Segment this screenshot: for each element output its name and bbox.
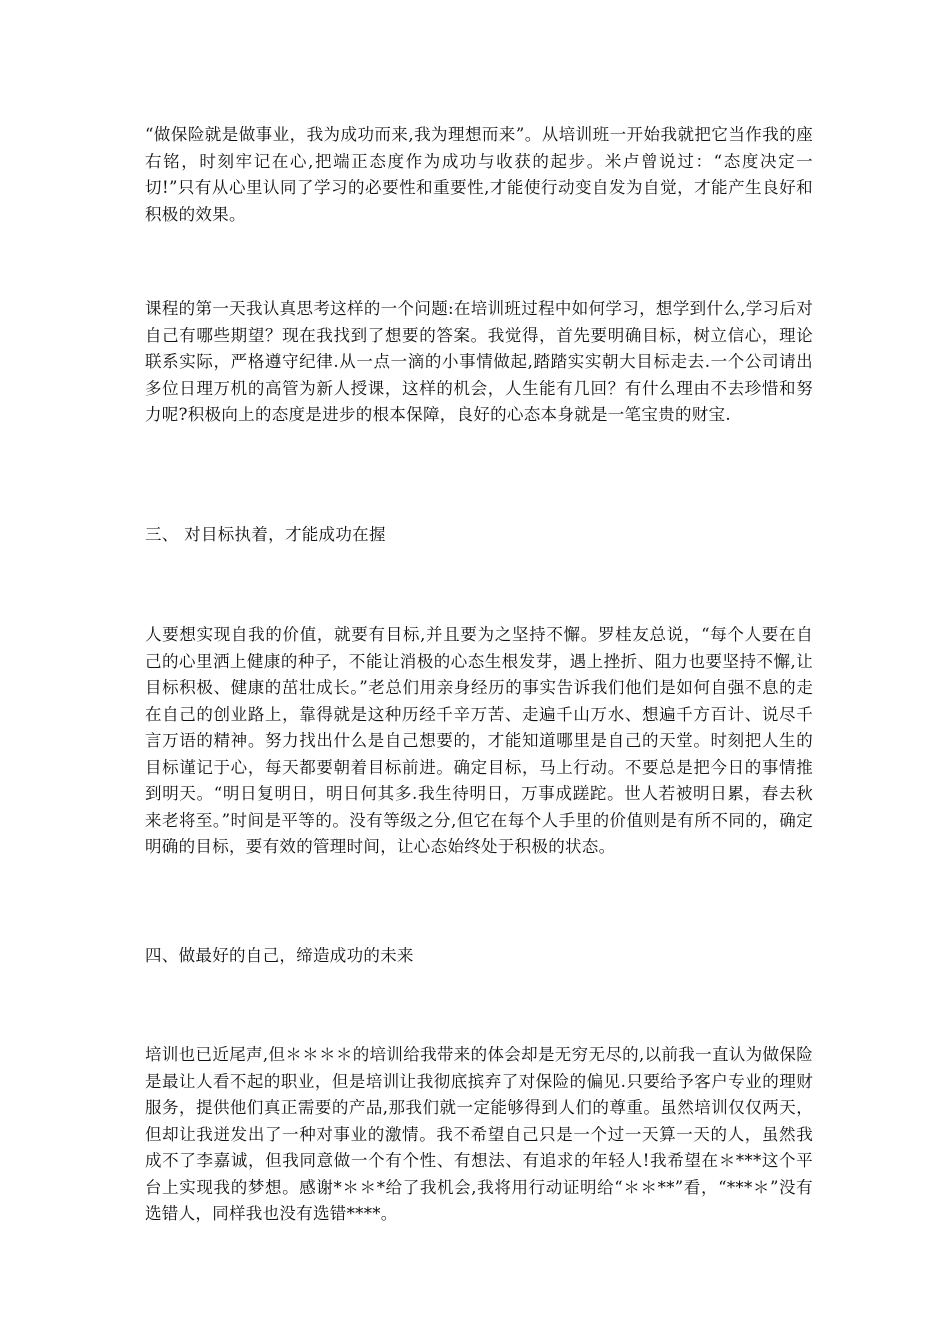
paragraph-conclusion: 培训也已近尾声,但＊＊＊＊的培训给我带来的体会却是无穷无尽的,以前我一直认为做保险是最让人看不起的职业，但是培训让我彻底摈弃了对保险的偏见.只要给予客户专业的理财服务，提供他们真正需要的产品,那我们就一定能够得到人们的尊重。虽然培训仅仅两天，但却让我迸发出了一种对事业的激情。我不希望自己只是一个过一天算一天的人，虽然我成不了李嘉诚，但我同意做一个有个性、有想法、有追求的年轻人!我希望在＊***这个平台上实现我的梦想。感谢*＊＊*给了我机会,我将用行动证明给“＊＊**”看，“***＊”没有选错人，同样我也没有选错****。 xyxy=(145,1045,813,1223)
paragraph-goals: 人要想实现自我的价值，就要有目标,并且要为之坚持不懈。罗桂友总说，“每个人要在自己的心里洒上健康的种子，不能让消极的心态生根发芽，遇上挫折、阻力也要坚持不懈,让目标积极、健康的茁壮成长。”老总们用亲身经历的事实告诉我们他们是如何自强不息的走在自己的创业路上，靠得就是这种历经千辛万苦、走遍千山万水、想遍千方百计、说尽千言万语的精神。努力找出什么是自己想要的，才能知道哪里是自己的天堂。时刻把人生的目标谨记于心，每天都要朝着目标前进。确定目标，马上行动。不要总是把今日的事情推到明天。“明日复明日，明日何其多.我生待明日，万事成蹉跎。世人若被明日累，春去秋来老将至。”时间是平等的。没有等级之分,但它在每个人手里的价值则是有所不同的，确定明确的目标，要有效的管理时间，让心态始终处于积极的状态。 xyxy=(145,625,813,856)
paragraph-attitude: “做保险就是做事业，我为成功而来,我为理想而来”。从培训班一开始我就把它当作我的座右铭，时刻牢记在心,把端正态度作为成功与收获的起步。米卢曾说过：“态度决定一切!”只有从心里认同了学习的必要性和重要性,才能使行动变自发为自觉，才能产生良好和积极的效果。 xyxy=(145,125,813,224)
section-heading-four: 四、做最好的自己，缔造成功的未来 xyxy=(145,946,414,965)
paragraph-first-day: 课程的第一天我认真思考这样的一个问题:在培训班过程中如何学习，想学到什么,学习后对自己有哪些期望？现在我找到了想要的答案。我觉得，首先要明确目标，树立信心，理论联系实际，严格遵守纪律.从一点一滴的小事情做起,踏踏实实朝大目标走去.一个公司请出多位日理万机的高管为新人授课，这样的机会，人生能有几回？有什么理由不去珍惜和努力呢?积极向上的态度是进步的根本保障，良好的心态本身就是一笔宝贵的财宝. xyxy=(145,299,813,424)
section-heading-three: 三、 对目标执着，才能成功在握 xyxy=(145,525,386,544)
